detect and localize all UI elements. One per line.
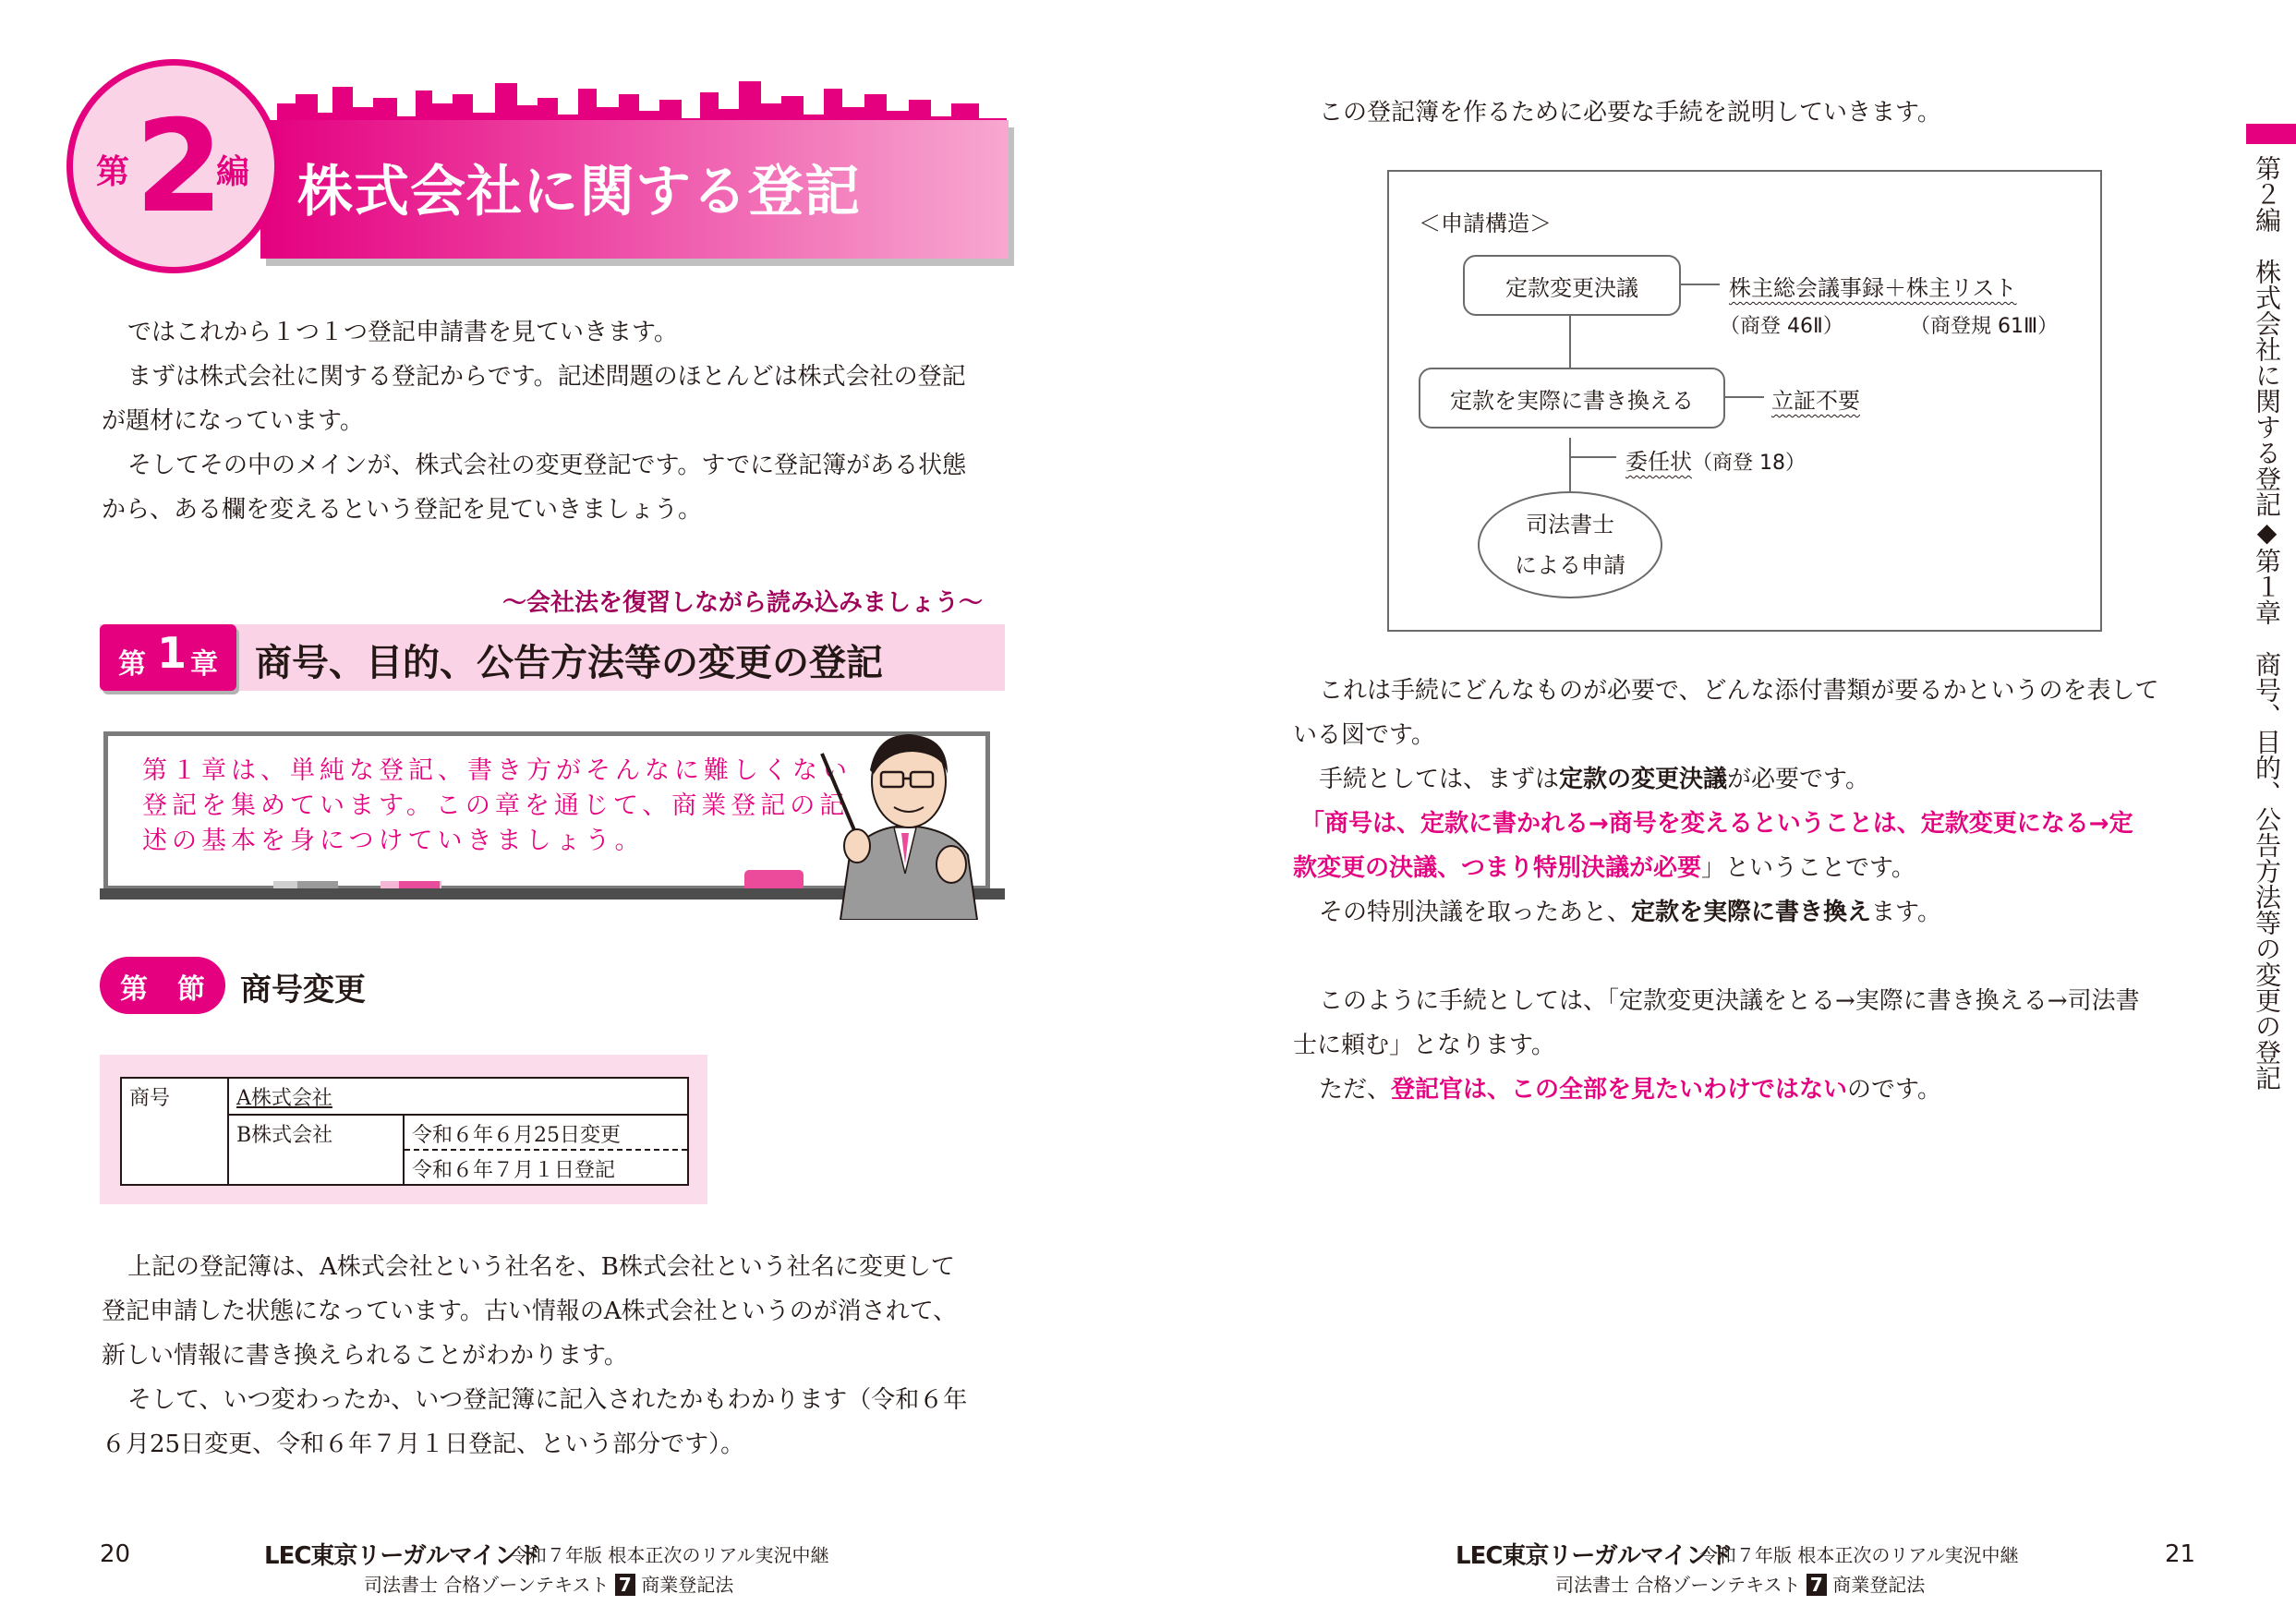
explanation-line: 上記の登記簿は、A株式会社という社名を、B株式会社という社名に変更して [127,1253,955,1281]
proxy-label [1625,443,1806,476]
page-number-right: 21 [2165,1540,2196,1568]
board-line: 登記を集めています。この章を通じて、商業登記の記 [142,791,850,820]
footer-subtitle [364,1570,733,1597]
explanation-line: ６月25日変更、令和６年７月１日登記、という部分です）。 [102,1431,745,1458]
intro-line: まずは株式会社に関する登記からです。記述問題のほとんどは株式会社の登記 [127,363,966,391]
section-suffix: 節 [177,973,205,1006]
text-run: が必要です。 [1727,766,1869,793]
node-line: 司法書士 [1526,512,1614,537]
intro-line: そしてその中のメインが、株式会社の変更登記です。すでに登記簿がある状態 [127,452,967,479]
registry-label: 商号 [129,1087,171,1110]
footer-subtitle [1555,1570,1925,1597]
board-line: 第１章は、単純な登記、書き方がそんなに難しくない [142,756,852,785]
emphasis-text: 定款の変更決議 [1559,766,1728,793]
paragraph-line: このように手続としては、「定款変更決議をとる→実際に書き換える→司法書 [1319,987,2140,1015]
teacher-illustration [813,717,988,920]
paragraph-line: 士に頼む」となります。 [1293,1032,1555,1059]
board-line: 述の基本を身につけていきましょう。 [142,827,645,855]
footer-title: 令和７年版 根本正次のリアル実況中継 [510,1544,829,1566]
part-suffix: 編 [216,153,250,191]
side-running-header: 第２編 株式会社に関する登記◆第１章 商号、目的、公告方法等の変更の登記 [2252,155,2282,1091]
node-scrivener-application [1478,491,1662,598]
lec-logo: LEC東京リーガルマインド [264,1542,541,1570]
footer-title: 令和７年版 根本正次のリアル実況中継 [1699,1544,2019,1566]
paragraph-line: いる図です。 [1293,721,1435,749]
footer-series: 司法書士 合格ゾーンテキスト [1555,1574,1801,1596]
text-run: ただ、 [1319,1076,1392,1104]
text-run: ます。 [1871,899,1941,926]
registry-change-date: 令和６年６月25日変更 [412,1124,621,1147]
right-intro: この登記簿を作るために必要な手続を説明していきます。 [1319,99,1941,127]
paragraph-line [1293,846,1915,890]
node-line: による申請 [1515,552,1625,578]
text-run: 」ということです。 [1701,854,1915,882]
part-title: 株式会社に関する登記 [297,160,861,224]
paragraph-line [1319,1068,1941,1112]
paragraph-line [1319,757,1869,802]
text-run: その特別決議を取ったあと、 [1319,899,1632,926]
chapter-subtitle: 〜会社法を復習しながら読み込みましょう〜 [502,589,984,617]
volume-number: 7 [1807,1574,1827,1596]
registry-register-date: 令和６年７月１日登記 [412,1159,616,1182]
volume-number: 7 [615,1574,635,1596]
text-run: 手続としては、まずは [1319,766,1560,793]
paragraph-line: これは手続にどんなものが必要で、どんな添付書類が要るかというのを表して [1319,677,2159,705]
intro-line: から、ある欄を変えるという登記を見ていきましょう。 [102,496,703,524]
page-number-left: 20 [100,1540,131,1568]
explanation-line: そして、いつ変わったか、いつ登記簿に記入されたかもわかります（令和６年 [127,1386,968,1414]
footer-subject: 商業登記法 [1832,1574,1926,1596]
registry-old-name: A株式会社 [236,1087,332,1110]
part-prefix: 第 [96,153,130,191]
chapter-suffix: 章 [190,648,218,681]
chapter-title: 商号、目的、公告方法等の変更の登記 [255,642,883,684]
section-prefix: 第 [120,973,148,1006]
diagram-heading: ＜申請構造＞ [1419,211,1552,236]
explanation-line: 新しい情報に書き換えられることがわかります。 [102,1342,628,1370]
part-number: 2 [135,92,224,241]
footer-series: 司法書士 合格ゾーンテキスト [364,1574,610,1596]
proxy-document: 委任状 [1625,449,1692,475]
emphasis-text: 定款を実際に書き換え [1631,899,1872,926]
board-message [142,754,852,859]
registry-new-name: B株式会社 [236,1124,333,1147]
highlight-line: 「商号は、定款に書かれる→商号を変えるということは、定款変更になる→定 [1300,810,2133,838]
node-rewrite-articles: 定款を実際に書き換える [1419,368,1725,429]
chapter-prefix: 第 [118,648,146,681]
citation-commercial-registration-rules: （商登規 61Ⅲ） [1910,315,2059,338]
attachment-minutes-shareholder-list: 株主総会議事録＋株主リスト [1729,275,2017,301]
intro-line: が題材になっています。 [102,407,364,435]
citation-commercial-registration-act: （商登 46Ⅱ） [1720,315,1843,338]
paragraph-line [1319,890,1941,935]
footer-subject: 商業登記法 [641,1574,734,1596]
chapter-number: 1 [157,628,187,678]
text-run: のです。 [1847,1076,1941,1104]
highlight-text: 登記官は、この全部を見たいわけではない [1391,1076,1848,1104]
node-articles-amendment-resolution: 定款変更決議 [1463,255,1681,316]
side-index-tab [2246,124,2296,144]
eraser [744,870,804,890]
intro-line: ではこれから１つ１つ登記申請書を見ていきます。 [127,319,678,346]
highlight-text: 款変更の決議、つまり特別決議が必要 [1293,854,1702,882]
section-title: 商号変更 [240,972,366,1008]
lec-logo: LEC東京リーガルマインド [1456,1542,1733,1570]
attachment-not-required: 立証不要 [1771,388,1860,414]
section-badge [100,957,225,1014]
proxy-citation: （商登 18） [1692,452,1806,475]
explanation-line: 登記申請した状態になっています。古い情報のA株式会社というのが消されて、 [102,1298,958,1325]
